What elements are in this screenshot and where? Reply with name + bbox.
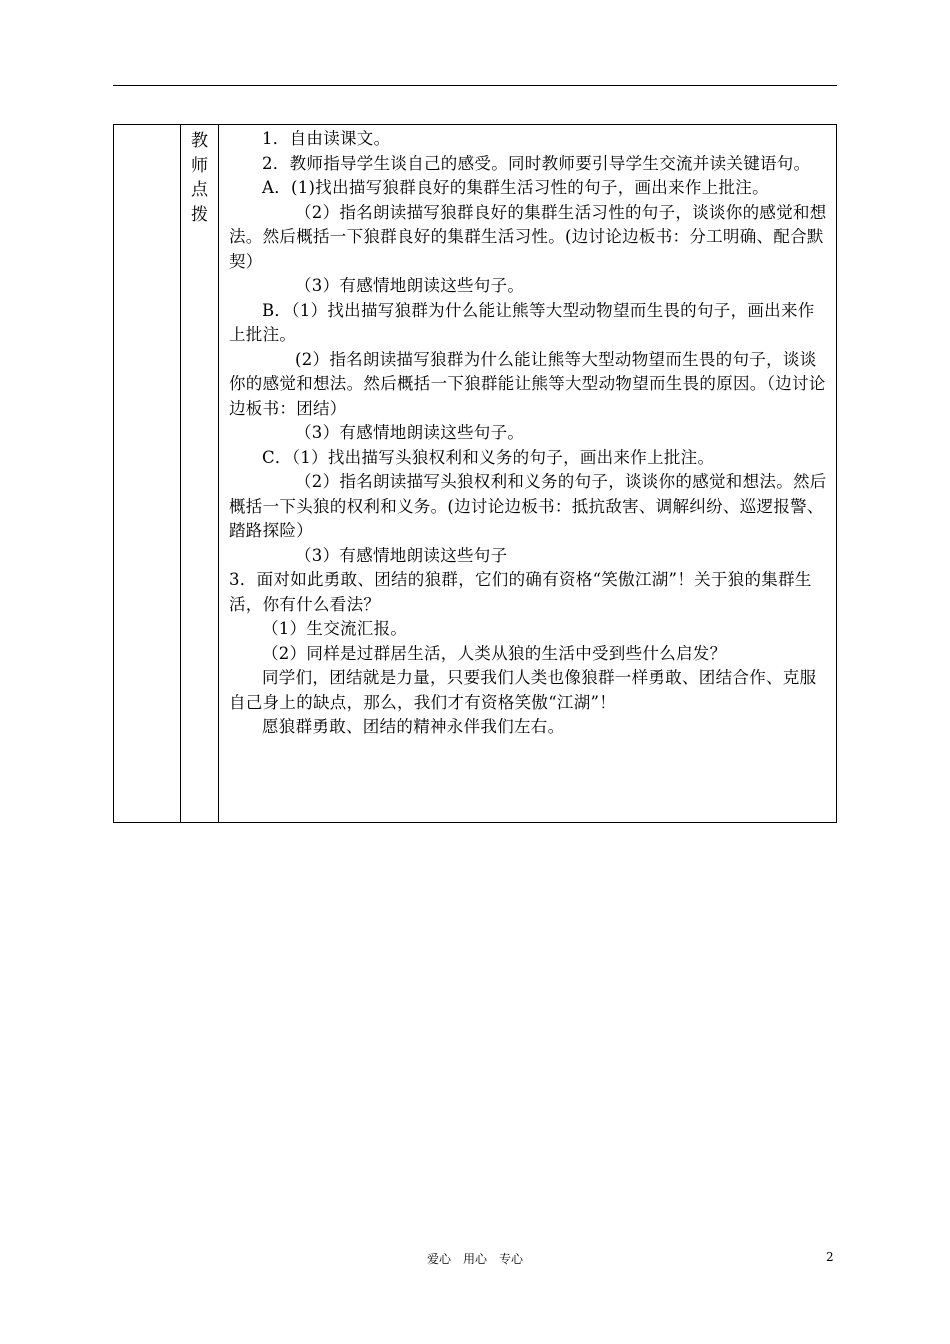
paragraph: （3）有感情地朗读这些句子。: [295, 276, 525, 295]
paragraph: 1．自由读课文。: [262, 129, 391, 148]
lesson-content: [229, 127, 830, 740]
paragraph: （1）生交流汇报。: [262, 619, 408, 638]
paragraph: 2．教师指导学生谈自己的感受。同时教师要引导学生交流并读关键语句。: [262, 153, 811, 173]
paragraph: 同学们，团结就是力量，只要我们人类也像狼群一样勇敢、团结合作、克服自己身上的缺点，那么，我们才有资格笑傲“江湖”！: [229, 668, 817, 712]
paragraph: （2）指名朗读描写狼群良好的集群生活习性的句子，谈谈你的感觉和想法。然后概括一下狼群良好的集群生活习性。(边讨论边板书：分工明确、配合默契）: [229, 202, 827, 271]
section-label: [181, 129, 218, 227]
paragraph: （3）有感情地朗读这些句子。: [295, 423, 525, 442]
column-divider: [180, 125, 181, 822]
paragraph: 愿狼群勇敢、团结的精神永伴我们左右。: [262, 717, 565, 736]
section-label-char: 拨: [191, 204, 208, 225]
paragraph: （2）同样是过群居生活，人类从狼的生活中受到些什么启发？: [262, 643, 727, 663]
paragraph: （2）指名朗读描写头狼权利和义务的句子，谈谈你的感觉和想法。然后概括一下头狼的权利和义务。(边讨论边板书：抵抗敌害、调解纠纷、巡逻报警、踏路探险）: [229, 472, 827, 540]
column-divider: [218, 125, 219, 822]
footer-motto: 爱心 用心 专心: [426, 1252, 523, 1266]
header-rule: [113, 85, 837, 86]
section-label-char: 师: [191, 155, 208, 176]
paragraph: 3．面对如此勇敢、团结的狼群，它们的确有资格“笑傲江湖”！关于狼的集群生活，你有什么看法？: [229, 570, 812, 614]
paragraph: (2）指名朗读描写狼群为什么能让熊等大型动物望而生畏的句子，谈谈你的感觉和想法。然后概括一下狼群能让熊等大型动物望而生畏的原因。（边讨论边板书：团结）: [229, 349, 826, 418]
section-label-char: 教: [191, 131, 208, 151]
section-label-char: 点: [191, 180, 208, 200]
paragraph: A．(1)找出描写狼群良好的集群生活习性的句子，画出来作上批注。: [262, 178, 769, 197]
paragraph: C．（1）找出描写头狼权利和义务的句子，画出来作上批注。: [262, 447, 715, 467]
lesson-table: [113, 124, 837, 823]
page-number: 2: [826, 1250, 834, 1264]
paragraph: B．（1）找出描写狼群为什么能让熊等大型动物望而生畏的句子，画出来作上批注。: [229, 300, 815, 344]
paragraph: （3）有感情地朗读这些句子: [295, 545, 508, 565]
